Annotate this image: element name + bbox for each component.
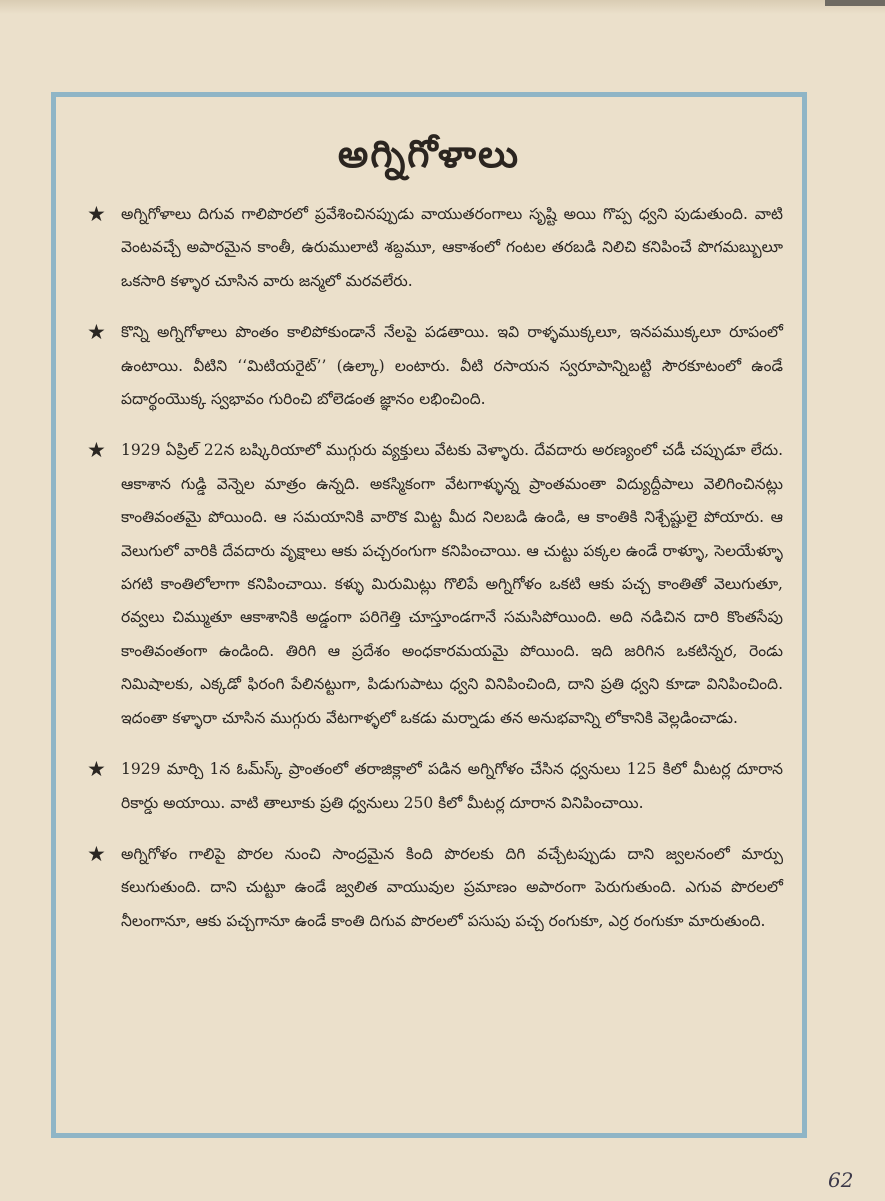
paragraph-text: కొన్ని అగ్నిగోళాలు పొంతం కాలిపోకుండానే నేలపై పడతాయి. ఇవి రాళ్ళముక్కలూ, ఇనపముక్కలూ రూపంలో ఉంటాయి. వీటిని ‘‘మిటియరైట్’’ (ఉల్కా) లంటారు. వీటి రసాయన స్వరూపాన్నిబట్టి సౌరకూటంలో ఉండే పదార్థంయొక్క స్వభావం గురించి బోలెడంత జ్ఞానం లభించింది. xyxy=(121,323,783,409)
paragraph-text: అగ్నిగోళాలు దిగువ గాలిపొరలో ప్రవేశించినప్పుడు వాయుతరంగాలు సృష్టి అయి గొప్ప ధ్వని పుడుతుంది. వాటి వెంటవచ్చే అపారమైన కాంతీ, ఉరుములాటి శబ్దమూ, ఆకాశంలో గంటల తరబడి నిలిచి కనిపించే పొగమబ్బులూ ఒకసారి కళ్ళార చూసిన వారు జన్మలో మరవలేరు. xyxy=(121,205,783,290)
page-title: అగ్నిగోళాలు xyxy=(337,131,521,176)
paragraph-text: 1929 మార్చి 1న ఓమ్‌స్క్ ప్రాంతంలో తరాజిక్లాలో పడిన అగ్నిగోళం చేసిన ధ్వనులు 125 కిలో మీటర్ల దూరాన రికార్డు అయాయి. వాటి తాలూకు ప్రతి ధ్వనులు 250 కిలో మీటర్ల దూరాన వినిపించాయి. xyxy=(121,760,783,812)
page-top-edge xyxy=(0,0,885,14)
paragraph-item-1 xyxy=(78,198,783,298)
star-bullet-icon: ★ xyxy=(87,438,106,463)
paragraph-item-3 xyxy=(78,434,783,735)
paragraph-item-5 xyxy=(78,838,783,938)
star-bullet-icon: ★ xyxy=(87,202,106,226)
page-corner-mark xyxy=(825,0,885,6)
page-number: 62 xyxy=(828,1168,854,1192)
star-bullet-icon: ★ xyxy=(87,320,106,345)
paragraph-item-2 xyxy=(78,316,783,416)
paragraph-item-4 xyxy=(78,753,783,820)
paragraph-text: 1929 ఏప్రిల్ 22న బష్కిరియాలో ముగ్గురు వ్యక్తులు వేటకు వెళ్ళారు. దేవదారు అరణ్యంలో చడీ చప్పుడూ లేదు. ఆకాశాన గుడ్డి వెన్నెల మాత్రం ఉన్నది. అకస్మికంగా వేటగాళ్ళున్న ప్రాంతమంతా విద్యుద్దీపాలు వెలిగించినట్లు కాంతివంతమై పోయింది. ఆ సమయానికి వారొక మిట్ట మీద నిలబడి ఉండి, ఆ కాంతికి నిశ్చేష్టులై పోయారు. ఆ వెలుగులో వారికి దేవదారు వృక్షాలు ఆకు పచ్చరంగుగా కనిపించాయి. ఆ చుట్టు పక్కల ఉండే రాళ్ళూ, సెలయేళ్ళూ పగటి కాంతిలోలాగా కనిపించాయి. కళ్ళు మిరుమిట్లు గొలిపే అగ్నిగోళం ఒకటి ఆకు పచ్చ కాంతితో వెలుగుతూ, రవ్వలు చిమ్ముతూ ఆకాశానికి అడ్డంగా పరిగెత్తి చూస్తూండగానే సమసిపోయింది. అది నడిచిన దారి కొంతసేపు కాంతివంతంగా ఉండింది. తిరిగి ఆ ప్రదేశం అంధకారమయమై పోయింది. ఇది జరిగిన ఒకటిన్నర, రెండు నిమిషాలకు, ఎక్కడో ఫిరంగి పేలినట్టుగా, పిడుగుపాటు ధ్వని వినిపించింది, దాని ప్రతి ధ్వని కూడా వినిపించింది. ఇదంతా కళ్ళారా చూసిన ముగ్గురు వేటగాళ్ళలో ఒకడు మర్నాడు తన అనుభవాన్ని లోకానికి వెల్లడించాడు. xyxy=(121,441,783,727)
paragraph-text: అగ్నిగోళం గాలిపై పొరల నుంచి సాంద్రమైన కింది పొరలకు దిగి వచ్చేటప్పుడు దాని జ్వలనంలో మార్పు కలుగుతుంది. దాని చుట్టూ ఉండే జ్వలిత వాయువుల ప్రమాణం అపారంగా పెరుగుతుంది. ఎగువ పొరలలో నీలంగానూ, ఆకు పచ్చగానూ ఉండే కాంతి దిగువ పొరలలో పసుపు పచ్చ రంగుకూ, ఎర్ర రంగుకూ మారుతుంది. xyxy=(121,844,783,930)
star-bullet-icon: ★ xyxy=(87,841,106,866)
paragraph-list xyxy=(78,198,783,956)
star-bullet-icon: ★ xyxy=(87,757,106,782)
